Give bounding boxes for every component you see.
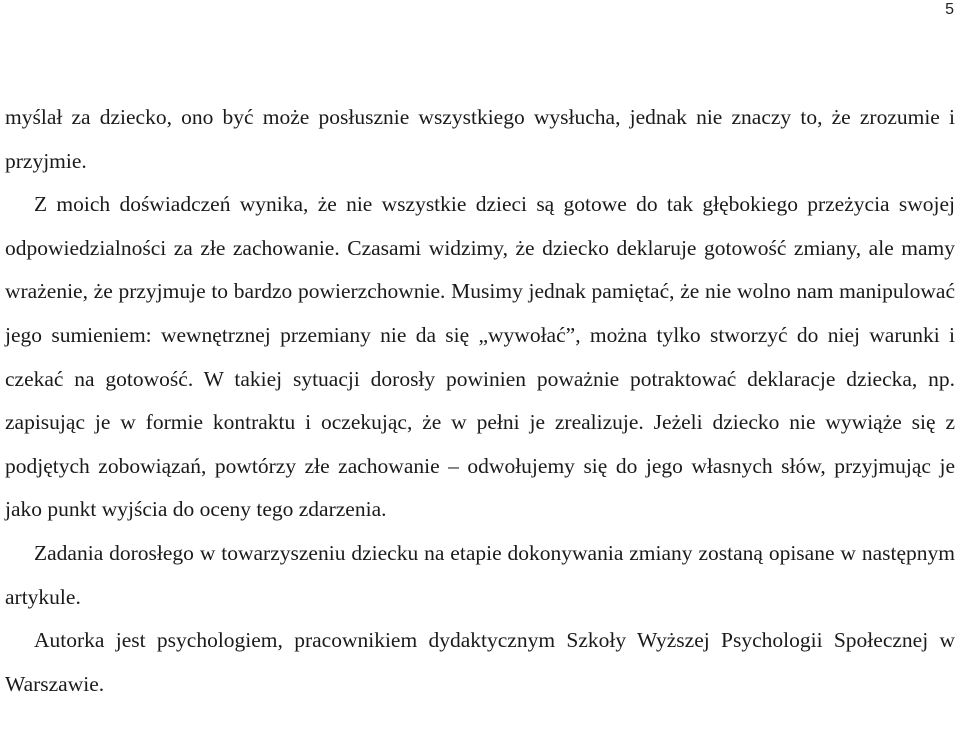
- paragraph-continuation: myślał za dziecko, ono być może posłusznie wszystkiego wysłucha, jednak nie znaczy to, że zrozumie i przyjmie.: [5, 105, 955, 173]
- paragraph-next-article: Zadania dorosłego w towarzyszeniu dziecku na etapie dokonywania zmiany zostaną opisane w następnym artykule.: [5, 540, 955, 609]
- page-number: 5: [945, 1, 954, 18]
- paragraph-experience: Z moich doświadczeń wynika, że nie wszystkie dzieci są gotowe do tak głębokiego przeżycia swojej odpowiedzialności za złe zachowanie. Czasami widzimy, że dziecko deklaruje gotowość zmiany, ale mamy wrażenie, że przyjmuje to bardzo powierzchownie. Musimy jednak pamiętać, że nie wolno nam manipulować jego sumieniem: wewnętrznej przemiany nie da się „wywołać”, można tylko stworzyć do niej warunki i czekać na gotowość. W takiej sytuacji dorosły powinien poważnie potraktować deklaracje dziecka, np. zapisując je w formie kontraktu i oczekując, że w pełni je zrealizuje. Jeżeli dziecko nie wywiąże się z podjętych zobowiązań, powtórzy złe zachowanie – odwołujemy się do jego własnych słów, przyjmując je jako punkt wyjścia do oceny tego zdarzenia.: [5, 192, 955, 522]
- paragraph-author-note: Autorka jest psychologiem, pracownikiem dydaktycznym Szkoły Wyższej Psychologii Społecznej w Warszawie.: [5, 628, 955, 696]
- document-body: [5, 96, 955, 706]
